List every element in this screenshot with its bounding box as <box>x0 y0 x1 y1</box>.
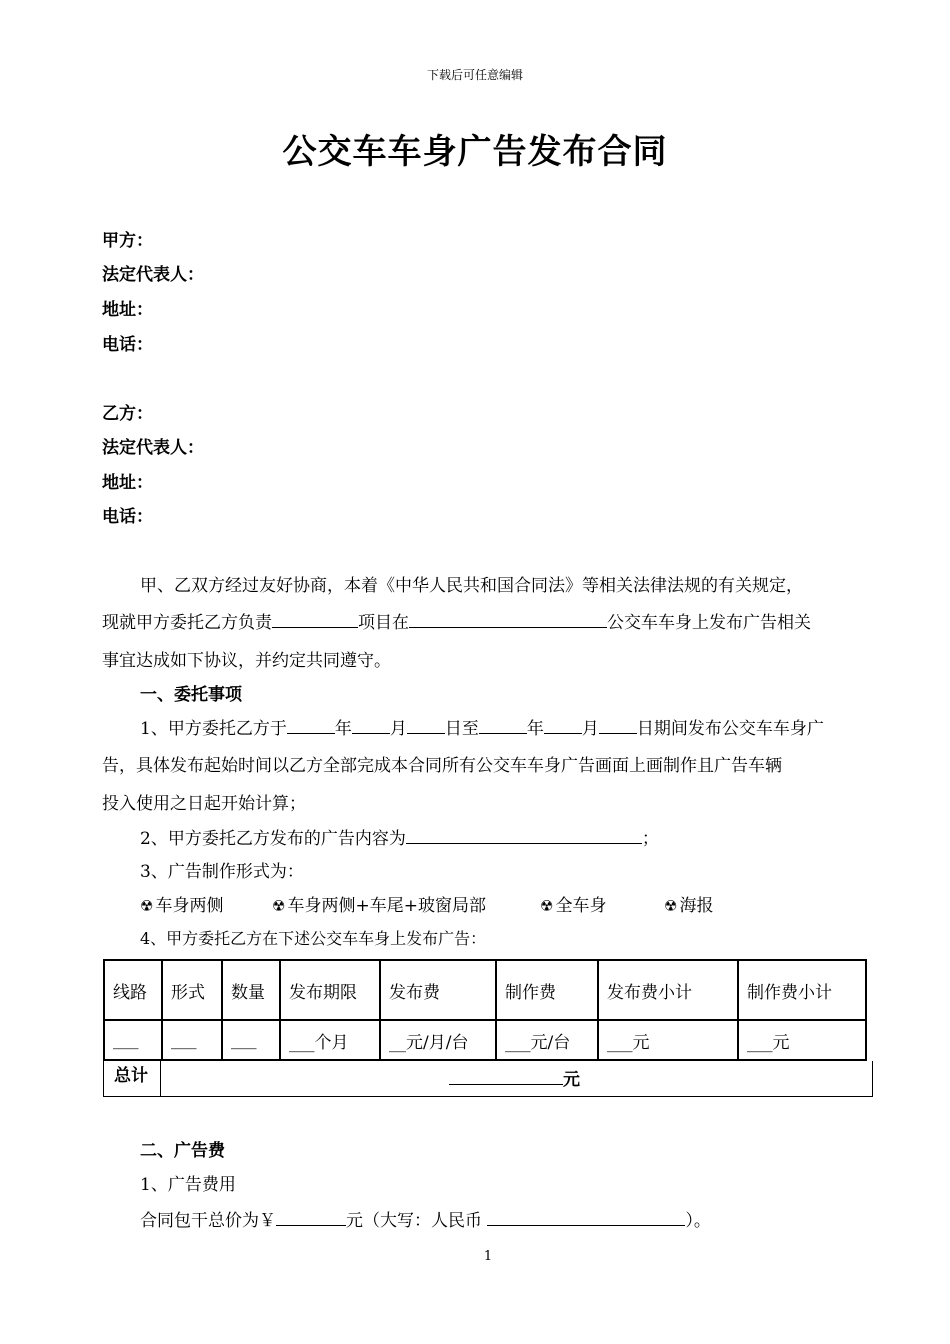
radioactive-icon: ☢ <box>272 897 286 915</box>
option-label: 全车身 <box>555 896 607 916</box>
option-4 <box>664 891 713 916</box>
date-blank <box>479 716 527 734</box>
table-cell: ___元/台 <box>496 1020 598 1060</box>
table-cell: ___元 <box>738 1020 866 1060</box>
price-line <box>140 1206 711 1231</box>
item-2 <box>140 824 659 849</box>
party-b-rep-label: 法定代表人： <box>102 438 204 458</box>
date-blank <box>544 716 582 734</box>
section-1-title: 一、委托事项 <box>140 685 242 705</box>
radioactive-icon: ☢ <box>664 897 678 915</box>
item-text: 2、甲方委托乙方发布的广告内容为 <box>140 829 406 849</box>
date-blank <box>287 716 335 734</box>
table-total-row <box>103 1061 873 1097</box>
party-b-label: 乙方： <box>102 404 153 424</box>
option-label: 车身两侧 <box>155 896 224 916</box>
preamble-text: 公交车车身上发布广告相关 <box>607 613 811 633</box>
item-1-line-1 <box>140 714 824 739</box>
option-label: 车身两侧+车尾+玻窗局部 <box>287 896 486 916</box>
preamble-line-2 <box>102 608 811 633</box>
table-header-cell: 制作费小计 <box>738 960 866 1020</box>
section-2-title: 二、广告费 <box>140 1141 225 1161</box>
table-cell: ___ <box>162 1020 222 1060</box>
date-blank <box>352 716 390 734</box>
table-cell: ___ <box>104 1020 162 1060</box>
table-cell: ___元 <box>598 1020 738 1060</box>
party-a-address-label: 地址： <box>102 300 153 320</box>
option-3 <box>540 891 606 916</box>
table-header-cell: 发布期限 <box>280 960 380 1020</box>
table-header-row <box>104 960 866 1020</box>
table-header-cell: 形式 <box>162 960 222 1020</box>
price-blank <box>276 1208 346 1226</box>
table-row <box>104 1020 866 1060</box>
month-label: 月 <box>389 719 407 739</box>
table-cell: ___个月 <box>280 1020 380 1060</box>
option-2 <box>272 891 486 916</box>
item-4: 4、甲方委托乙方在下述公交车车身上发布广告： <box>140 929 487 948</box>
item-end: ； <box>641 829 659 849</box>
project-blank <box>272 610 358 628</box>
total-label: 总计 <box>104 1061 161 1097</box>
table-header-cell: 制作费 <box>496 960 598 1020</box>
table-header-cell: 线路 <box>104 960 162 1020</box>
day-to-label: 日至 <box>444 719 479 739</box>
party-a-label: 甲方： <box>102 231 153 251</box>
item-1-line-2: 告，具体发布起始时间以乙方全部完成本合同所有公交车车身广告画面上画制作且广告车辆 <box>102 756 782 776</box>
price-words-blank <box>487 1208 685 1226</box>
total-blank <box>449 1067 563 1085</box>
table-header-cell: 数量 <box>222 960 280 1020</box>
radioactive-icon: ☢ <box>140 897 154 915</box>
radioactive-icon: ☢ <box>540 897 554 915</box>
content-blank <box>406 826 642 844</box>
option-label: 海报 <box>679 896 714 916</box>
section-2-item-1: 1、广告费用 <box>140 1175 236 1195</box>
year-label: 年 <box>334 719 352 739</box>
preamble-text: 现就甲方委托乙方负责 <box>102 613 272 633</box>
item-text: 1、甲方委托乙方于 <box>140 719 287 739</box>
date-blank <box>599 716 637 734</box>
month-label: 月 <box>581 719 599 739</box>
document-title: 公交车车身广告发布合同 <box>282 132 668 172</box>
header-note: 下载后可任意编辑 <box>426 68 523 82</box>
preamble-line-1: 甲、乙双方经过友好协商，本着《中华人民共和国合同法》等相关法律法规的有关规定， <box>140 576 803 596</box>
table-header-cell: 发布费 <box>380 960 496 1020</box>
item-text: 日期间发布公交车车身广 <box>636 719 824 739</box>
ad-table <box>103 959 867 1061</box>
price-text: 合同包干总价为￥ <box>140 1211 276 1231</box>
preamble-text: 项目在 <box>358 613 409 633</box>
price-text: 元（大写：人民币 <box>346 1211 482 1231</box>
table-cell: ___ <box>222 1020 280 1060</box>
preamble-line-3: 事宜达成如下协议，并约定共同遵守。 <box>102 651 391 671</box>
item-3: 3、广告制作形式为： <box>140 862 304 882</box>
table-header-cell: 发布费小计 <box>598 960 738 1020</box>
year-label: 年 <box>526 719 544 739</box>
total-value <box>449 1065 580 1090</box>
party-b-address-label: 地址： <box>102 473 153 493</box>
date-blank <box>407 716 445 734</box>
item-1-line-3: 投入使用之日起开始计算； <box>102 794 306 814</box>
party-a-rep-label: 法定代表人： <box>102 265 204 285</box>
party-b-phone-label: 电话： <box>102 507 153 527</box>
party-a-phone-label: 电话： <box>102 335 153 355</box>
page-number: 1 <box>483 1249 493 1264</box>
location-blank <box>409 610 607 628</box>
total-unit: 元 <box>563 1070 580 1090</box>
price-text: ）。 <box>685 1211 711 1231</box>
table-cell: __元/月/台 <box>380 1020 496 1060</box>
option-1 <box>140 891 223 916</box>
